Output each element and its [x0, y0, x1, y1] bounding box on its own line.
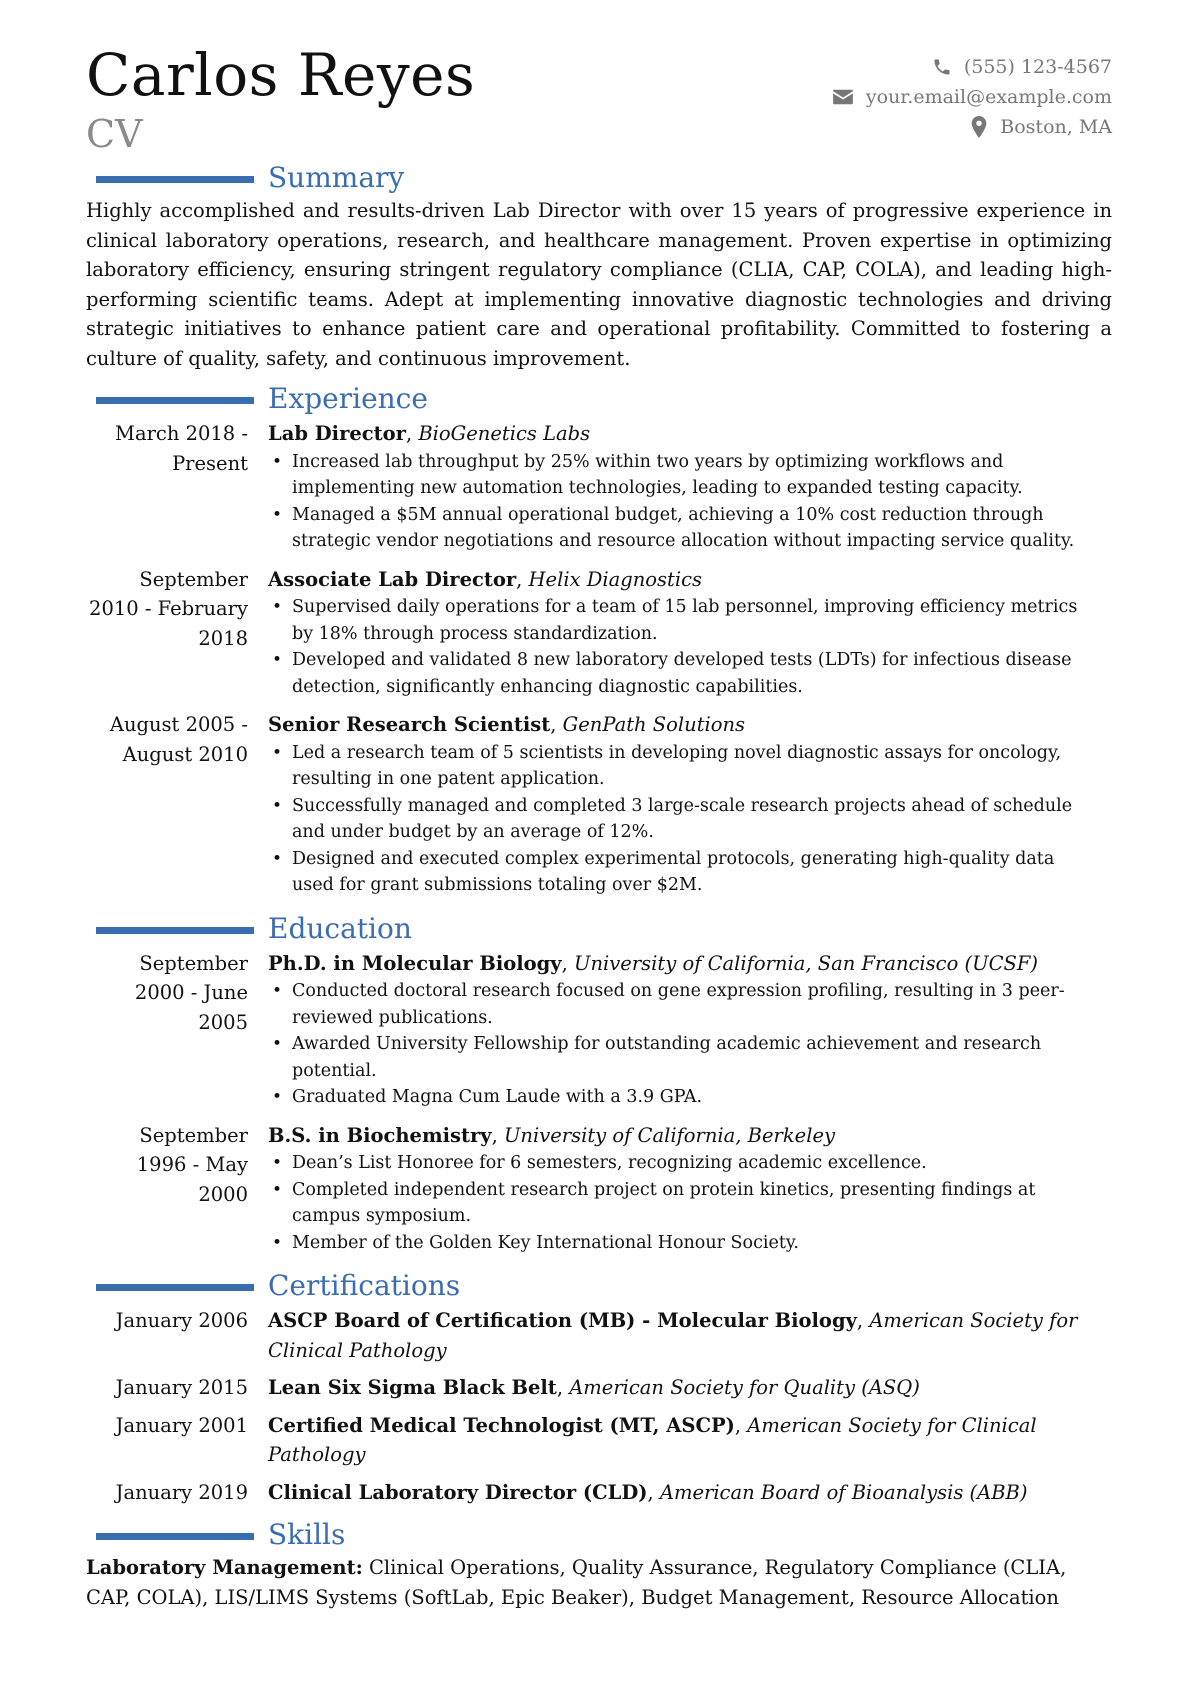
section-title: Skills	[268, 1518, 346, 1551]
entry-role: Associate Lab Director	[268, 567, 517, 591]
section-heading	[86, 158, 1112, 198]
contact-block	[832, 52, 1112, 142]
entry-school: University of California, Berkeley	[504, 1123, 836, 1147]
experience-entry: September 2010 - February 2018 Associate Lab Director, Helix Diagnostics • Supervised daily operations for a team of 15 lab personnel, improving efficiency metrics by 18% through process standardization. • Developed and validated 8 new laboratory developed tests (LDTs) for infectious disease detection, significantly enhancing diagnostic capabilities.	[86, 565, 1112, 701]
bullet-item: • Dean’s List Honoree for 6 semesters, recognizing academic excellence.	[292, 1150, 1112, 1177]
section-accent-bar	[96, 176, 254, 183]
entry-date: January 2006	[115, 1309, 248, 1332]
section-accent-bar	[96, 927, 254, 934]
bullet-item: • Conducted doctoral research focused on gene expression profiling, resulting in 3 peer-reviewed publications.	[292, 978, 1112, 1031]
document-subtitle: CV	[86, 112, 143, 156]
experience-entry: August 2005 - August 2010 Senior Research Scientist, GenPath Solutions • Led a research team of 5 scientists in developing novel diagnostic assays for oncology, resulting in one patent application. • Successfully managed and completed 3 large-scale research projects ahead of schedule and under budget by an average of 12%. • Designed and executed complex experimental protocols, generating high-quality data used for grant submissions totaling over $2M.	[86, 710, 1112, 899]
bullet-item: • Led a research team of 5 scientists in developing novel diagnostic assays for oncology, resulting in one patent application.	[292, 740, 1112, 793]
phone-icon	[932, 57, 952, 77]
entry-date: January 2019	[115, 1480, 248, 1504]
bullet-item: • Developed and validated 8 new laboratory developed tests (LDTs) for infectious disease detection, significantly enhancing diagnostic capabilities.	[292, 647, 1112, 700]
section-accent-bar	[96, 1284, 254, 1291]
entry-school: University of California, San Francisco (UCSF)	[574, 951, 1038, 975]
entry-date: September 2010 - February 2018	[89, 567, 248, 650]
education-entry: September 2000 - June 2005 Ph.D. in Molecular Biology, University of California, San Francisco (UCSF) • Conducted doctoral research focused on gene expression profiling, resulting in 3 peer-reviewed publications. • Awarded University Fellowship for outstanding academic achievement and research potential. • Graduated Magna Cum Laude with a 3.9 GPA.	[86, 949, 1112, 1111]
bullet-item: • Successfully managed and completed 3 large-scale research projects ahead of schedule and under budget by an average of 12%.	[292, 793, 1112, 846]
bullet-item: • Designed and executed complex experimental protocols, generating high-quality data used for grant submissions totaling over $2M.	[292, 846, 1112, 899]
entry-date: September 2000 - June 2005	[134, 951, 248, 1034]
entry-date: September 1996 - May 2000	[136, 1123, 248, 1206]
entry-org: GenPath Solutions	[562, 713, 746, 736]
email-text[interactable]: your.email@example.com	[865, 86, 1112, 108]
entry-date: August 2005 - August 2010	[109, 713, 248, 766]
certification-name: ASCP Board of Certification (MB) - Molecular Biology	[268, 1309, 857, 1332]
section-title: Summary	[268, 161, 405, 194]
section-accent-bar	[96, 1533, 254, 1540]
skills-list: Clinical Operations, Quality Assurance, Regulatory Compliance (CLIA, CAP, COLA), LIS/LIMS Systems (SoftLab, Epic Beaker), Budget Management, Resource Allocation	[86, 1556, 1067, 1609]
certification-entry: January 2001 Certified Medical Technologist (MT, ASCP), American Society for Clinical Pathology	[86, 1411, 1112, 1470]
certification-org: American Society for Clinical Pathology	[268, 1309, 1078, 1362]
entry-date: March 2018 - Present	[114, 422, 248, 475]
certifications-section	[86, 1266, 1112, 1507]
skills-label: Laboratory Management:	[86, 1556, 363, 1579]
contact-location	[832, 112, 1112, 142]
entry-org: Helix Diagnostics	[528, 567, 703, 591]
skills-section	[86, 1515, 1112, 1612]
section-title: Experience	[268, 382, 428, 415]
section-title: Certifications	[268, 1269, 461, 1302]
bullet-item: • Supervised daily operations for a team of 15 lab personnel, improving efficiency metrics by 18% through process standardization.	[292, 594, 1112, 647]
person-name: Carlos Reyes	[86, 41, 476, 109]
bullet-item: • Completed independent research project on protein kinetics, presenting findings at campus symposium.	[292, 1177, 1112, 1230]
certification-name: Clinical Laboratory Director (CLD)	[268, 1480, 648, 1504]
entry-role: Lab Director	[268, 422, 406, 445]
section-accent-bar	[96, 397, 254, 404]
section-heading	[86, 1266, 1112, 1306]
education-entry: September 1996 - May 2000 B.S. in Biochemistry, University of California, Berkeley • Dean’s List Honoree for 6 semesters, recognizing academic excellence. • Completed independent research project on protein kinetics, presenting findings at campus symposium. • Member of the Golden Key International Honour Society.	[86, 1121, 1112, 1257]
education-section	[86, 909, 1112, 1257]
skills-text	[86, 1553, 1112, 1612]
summary-section	[86, 158, 1112, 373]
experience-section	[86, 379, 1112, 899]
section-heading	[86, 909, 1112, 949]
entry-degree: Ph.D. in Molecular Biology	[268, 951, 562, 975]
bullet-item: • Managed a $5M annual operational budget, achieving a 10% cost reduction through strategic vendor negotiations and resource allocation without impacting service quality.	[292, 502, 1112, 555]
certification-org: American Society for Clinical Pathology	[268, 1413, 1037, 1466]
section-title: Education	[268, 911, 412, 945]
certification-entry: January 2015 Lean Six Sigma Black Belt, American Society for Quality (ASQ)	[86, 1373, 1112, 1403]
location-text: Boston, MA	[1000, 116, 1112, 138]
certification-entry: January 2006 ASCP Board of Certification (MB) - Molecular Biology, American Society for Clinical Pathology	[86, 1306, 1112, 1365]
entry-org: BioGenetics Labs	[418, 422, 591, 445]
map-pin-icon	[970, 116, 988, 138]
section-heading	[86, 1515, 1112, 1555]
cv-header	[86, 40, 1112, 158]
contact-phone	[832, 52, 1112, 82]
entry-degree: B.S. in Biochemistry	[268, 1123, 492, 1147]
email-icon	[832, 88, 854, 106]
bullet-item: • Graduated Magna Cum Laude with a 3.9 GPA.	[292, 1084, 1112, 1111]
contact-email	[832, 82, 1112, 112]
summary-text: Highly accomplished and results-driven Lab Director with over 15 years of progressive experience in clinical laboratory operations, research, and healthcare management. Proven expertise in optimizing laboratory efficiency, ensuring stringent regulatory compliance (CLIA, CAP, COLA), and leading high-performing scientific teams. Adept at implementing innovative diagnostic technologies and driving strategic initiatives to enhance patient care and operational profitability. Committed to fostering a culture of quality, safety, and continuous improvement.	[86, 199, 1112, 370]
certification-name: Certified Medical Technologist (MT, ASCP)	[268, 1413, 735, 1437]
bullet-item: • Awarded University Fellowship for outstanding academic achievement and research potential.	[292, 1031, 1112, 1084]
bullet-item: • Member of the Golden Key International Honour Society.	[292, 1230, 1112, 1257]
bullet-item: • Increased lab throughput by 25% within two years by optimizing workflows and implementing new automation technologies, leading to expanded testing capacity.	[292, 449, 1112, 502]
certification-org: American Board of Bioanalysis (ABB)	[659, 1480, 1028, 1504]
experience-entry: March 2018 - Present Lab Director, BioGenetics Labs • Increased lab throughput by 25% within two years by optimizing workflows and implementing new automation technologies, leading to expanded testing capacity. • Managed a $5M annual operational budget, achieving a 10% cost reduction through strategic vendor negotiations and resource allocation without impacting service quality.	[86, 419, 1112, 555]
certification-entry: January 2019 Clinical Laboratory Director (CLD), American Board of Bioanalysis (ABB)	[86, 1478, 1112, 1508]
phone-text: (555) 123-4567	[963, 56, 1112, 78]
cv-page	[86, 40, 1112, 1612]
section-heading	[86, 379, 1112, 419]
certification-org: American Society for Quality (ASQ)	[569, 1376, 920, 1399]
certification-name: Lean Six Sigma Black Belt	[268, 1376, 557, 1399]
entry-date: January 2001	[115, 1413, 248, 1437]
entry-date: January 2015	[115, 1376, 248, 1399]
entry-role: Senior Research Scientist	[268, 713, 551, 736]
